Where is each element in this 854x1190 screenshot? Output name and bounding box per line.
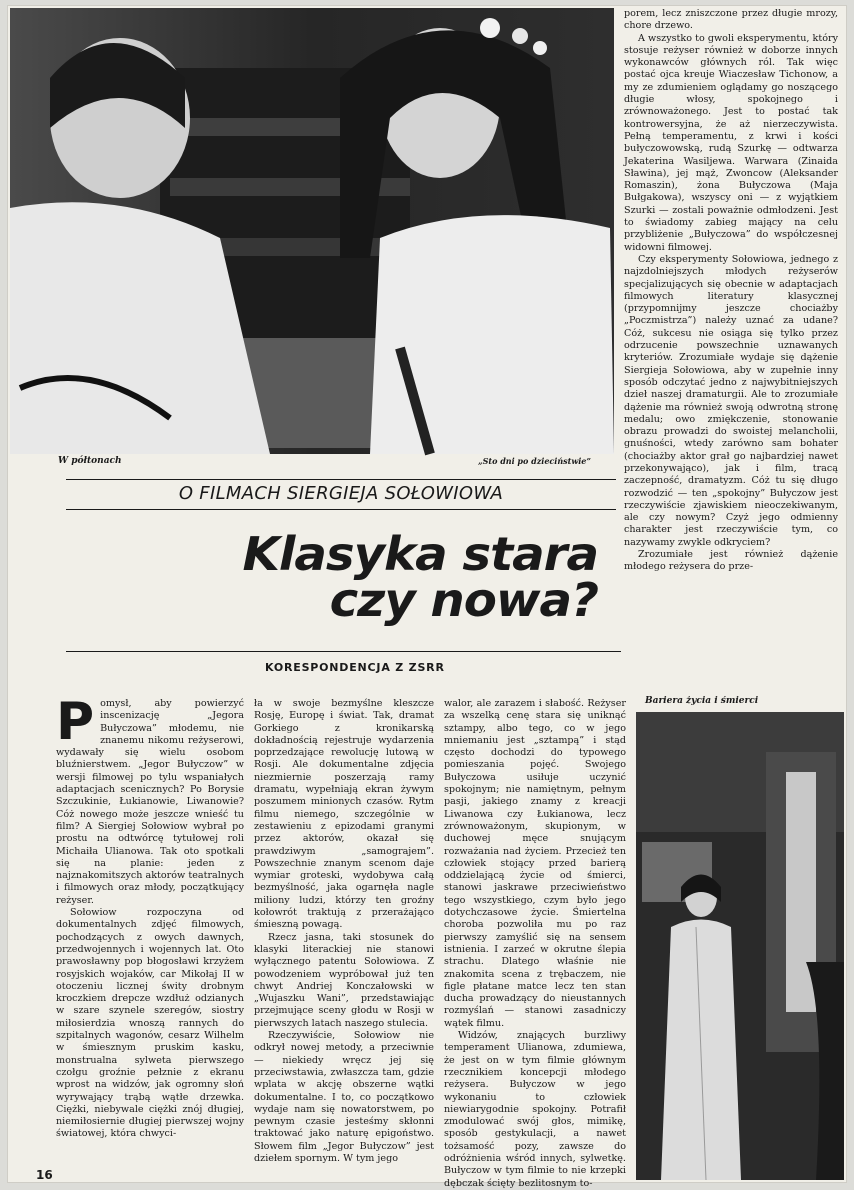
film-still-image xyxy=(636,712,844,1180)
photo-caption-right: „Sto dni po dzieciństwie” xyxy=(478,456,591,466)
headline-line-1: Klasyka stara xyxy=(242,527,598,581)
paragraph: Widzów, znających burzliwy temperament Ulianowa, zdumiewa, że jest on w tym filmie głównym rzecznikiem koncepcji młodego reżysera. Bułyczow w jego wykonaniu to człowiek niewiarygodnie spokojny. Potrafił zmodulować swój głos, mimikę, sposób gestykulacji, a nawet tożsamość pozy, zawsze do odróżnienia wśród innych, sylwetkę. Bułyczow w tym filmie to nie krzepki dębczak ścięty bezlitosnym to- xyxy=(444,1030,626,1189)
paragraph: Rzecz jasna, taki stosunek do klasyki literackiej nie stanowi wyłącznego patentu Sołowiowa. Z powodzeniem wypróbował już ten chwyt Andriej Konczałowski w „Wujaszku Wani”, przedstawiając przejmujące sceny głodu w Rosji w pierwszych latach naszego stulecia. xyxy=(254,931,434,1029)
paragraph: Czy eksperymenty Sołowiowa, jednego z najzdolniejszych młodych reżyserów specjalizujących się obecnie w adaptacjach filmowych literatury klasycznej (przypomnijmy jeszcze chociażby „Poczmistrza”) należy uznać za udane? Cóż, sukcesu nie osiąga się tylko przez odrzucenie powszechnie uznawanych kryteriów. Zrozumiałe wydaje się dążenie Siergieja Sołowiowa, aby w zupełnie inny sposób odczytać jedno z najwybitniejszych dzieł naszej dramaturgii. Ale to zrozumiałe dążenie ma również swoją odwrotną stronę medalu; owo zmiękczenie, stonowanie obrazu prowadzi do swoistej melancholii, gnuśności, wtedy zarówno sam bohater (chociażby aktor grał go najbardziej nawet przekonywająco), jak i film, tracą zaczepność, dramatyzm. Cóż tu się długo rozwodzić — ten „spokojny” Bułyczow jest rzeczywiście zjawiskiem nieoczekiwanym, ale czy nowym? Czyż jego odmienny charakter jest rzeczywiście tym, co nazywamy zwykle odkryciem? xyxy=(624,253,838,548)
magazine-page xyxy=(8,6,846,1189)
top-photo xyxy=(10,8,614,454)
paragraph: Zrozumiałe jest również dążenie młodego reżysera do prze- xyxy=(624,549,838,573)
kicker-rule-top xyxy=(66,479,616,480)
right-photo xyxy=(636,712,844,1180)
paragraph: omysł, aby powierzyć inscenizację „Jegora Bułyczowa” młodemu, nie znanemu nikomu reżyserowi, wydawały się wielu osobom bluźnierstwem. „Jegor Bułyczow” w wersji filmowej po tylu wspaniałych adaptacjach scenicznych? Po Borysie Szczukinie, Łukianowie, Liwanowie? Cóż nowego może jeszcze wnieść tu film? A Siergiej Sołowiow wybrał po prostu na odtwórcę tytułowej roli Michaiła Ulianowa. Tak oto spotkali się na planie: jeden z najznakomitszych aktorów teatralnych i filmowych oraz młody, początkujący reżyser. xyxy=(56,698,244,906)
text-column-top-right xyxy=(624,8,838,682)
text-column-2 xyxy=(254,698,434,1168)
text-column-3 xyxy=(444,698,626,1189)
paragraph: porem, lecz zniszczone przez długie mrozy, chore drzewo. xyxy=(624,8,838,32)
text-column-1 xyxy=(56,692,244,1168)
kicker: O FILMACH SIERGIEJA SOŁOWIOWA xyxy=(178,483,504,504)
paragraph: A wszystko to gwoli eksperymentu, który stosuje reżyser również w doborze innych wykonawców głównych ról. Tak więc postać ojca kreuje Wiaczesław Tichonow, a my ze zdumieniem oglądamy go noszącego długie włosy, spokojnego i zrównoważonego. Jest to postać tak kontrowersyjna, że aż nierzeczywista. Pełną temperamentu, z krwi i kości bułyczowowską, rudą Szurkę — odtwarza Jekaterina Wasiljewa. Warwara (Zinaida Sławina), jej mąż, Zwoncow (Aleksander Romaszin), żona Bułyczowa (Maja Bułgakowa), wszyscy oni — z wyjątkiem Szurki — zostali poważnie odmłodzeni. Jest to świadomy zabieg mający na celu przybliżenie „Bułyczowa” do współczesnej widowni filmowej. xyxy=(624,32,838,253)
kicker-rule-bottom xyxy=(66,509,616,510)
correspondence-label: KORESPONDENCJA Z ZSRR xyxy=(265,661,445,674)
paragraph: ła w swoje bezmyślne kleszcze Rosję, Europę i świat. Tak, dramat Gorkiego z kronikarską dokładnością rejestruje wydarzenia poprzedzające rewolucję lutową w Rosji. Ale dokumentalne zdjęcia niezmiernie poszerzają ramy dramatu, wypełniają ekran żywym poszumem minionych czasów. Rytm filmu niemego, szczególnie w zestawieniu z epizodami granymi przez aktorów, okazał się prawdziwym „samograjem”. Powszechnie znanym scenom daje wymiar groteski, wydobywa całą bezmyślność, jaka ogarnęła nagle miliony ludzi, którzy ten groźny kołowrót traktują z przerażająco śmieszną powagą. xyxy=(254,698,434,931)
paragraph: Rzeczywiście, Sołowiow nie odkrył nowej metody, a przeciwnie — niekiedy wręcz jej się przeciwstawia, zwłaszcza tam, gdzie wplata w akcję obszerne wątki dokumentalne. I to, co początkowo wydaje nam się nowatorstwem, po pewnym czasie jesteśmy skłonni traktować jako naturę epigoństwo. Słowem film „Jegor Bułyczow” jest dziełem spornym. W tym jego xyxy=(254,1030,434,1164)
page-number: 16 xyxy=(36,1168,53,1182)
film-still-image xyxy=(10,8,614,454)
headline xyxy=(115,527,598,627)
headline-line-2: czy nowa? xyxy=(329,573,598,627)
drop-cap: P xyxy=(56,692,95,752)
correspondence-rule xyxy=(66,651,621,652)
paragraph: walor, ale zarazem i słabość. Reżyser za wszelką cenę stara się uniknąć sztampy, albo tego, co w jego mniemaniu jest „sztampą” i stąd często dochodzi do typowego pomieszania pojęć. Swojego Bułyczowa usiłuje uczynić spokojnym; nie namiętnym, pełnym pasji, jakiego znamy z kreacji Liwanowa czy Łukianowa, lecz zrównoważonym, skupionym, w duchowej męce snującym rozważania nad życiem. Przecież ten człowiek stojący przed barierą oddzielającą życie od śmierci, stanowi jaskrawe przeciwieństwo tego wszystkiego, czym było jego dotychczasowe życie. Śmiertelna choroba pozwoliła mu po raz pierwszy zamyślić się na sensem istnienia. I zarzeć w okrutne ślepia strachu. Dlatego właśnie nie znakomita scena z trębaczem, nie figle płatane matce lecz ten stan ducha prowadzący do nieustannych rozmyślań — stanowi zasadniczy wątek filmu. xyxy=(444,698,626,1029)
photo-caption-bottom-right: Bariera życia i śmierci xyxy=(645,696,759,706)
paragraph: Sołowiow rozpoczyna od dokumentalnych zdjęć filmowych, pochodzących z owych dawnych, przedwojennych i wojennych lat. Oto prawosławny pop błogosławi krzyżem rosyjskich wojaków, car Mikołaj II w otoczeniu licznej świty drobnym kroczkiem drepcze wzdłuż odzianych w szare szynele szeregów, siostry miłosierdzia wnoszą rannych do szpitalnych wagonów, cesarz Wilhelm w śmiesznym pruskim kasku, monstrualna sylweta pierwszego czołgu groźnie pełznie z ekranu wprost na widzów, jak ogromny słoń wyrywający trąbą wątłe drzewka. Ciężki, niebywale ciężki znój długiej, niemiłosiernie długiej pierwszej wojny światowej, która chwyci- xyxy=(56,907,244,1140)
photo-caption-left: W półtonach xyxy=(58,456,122,466)
